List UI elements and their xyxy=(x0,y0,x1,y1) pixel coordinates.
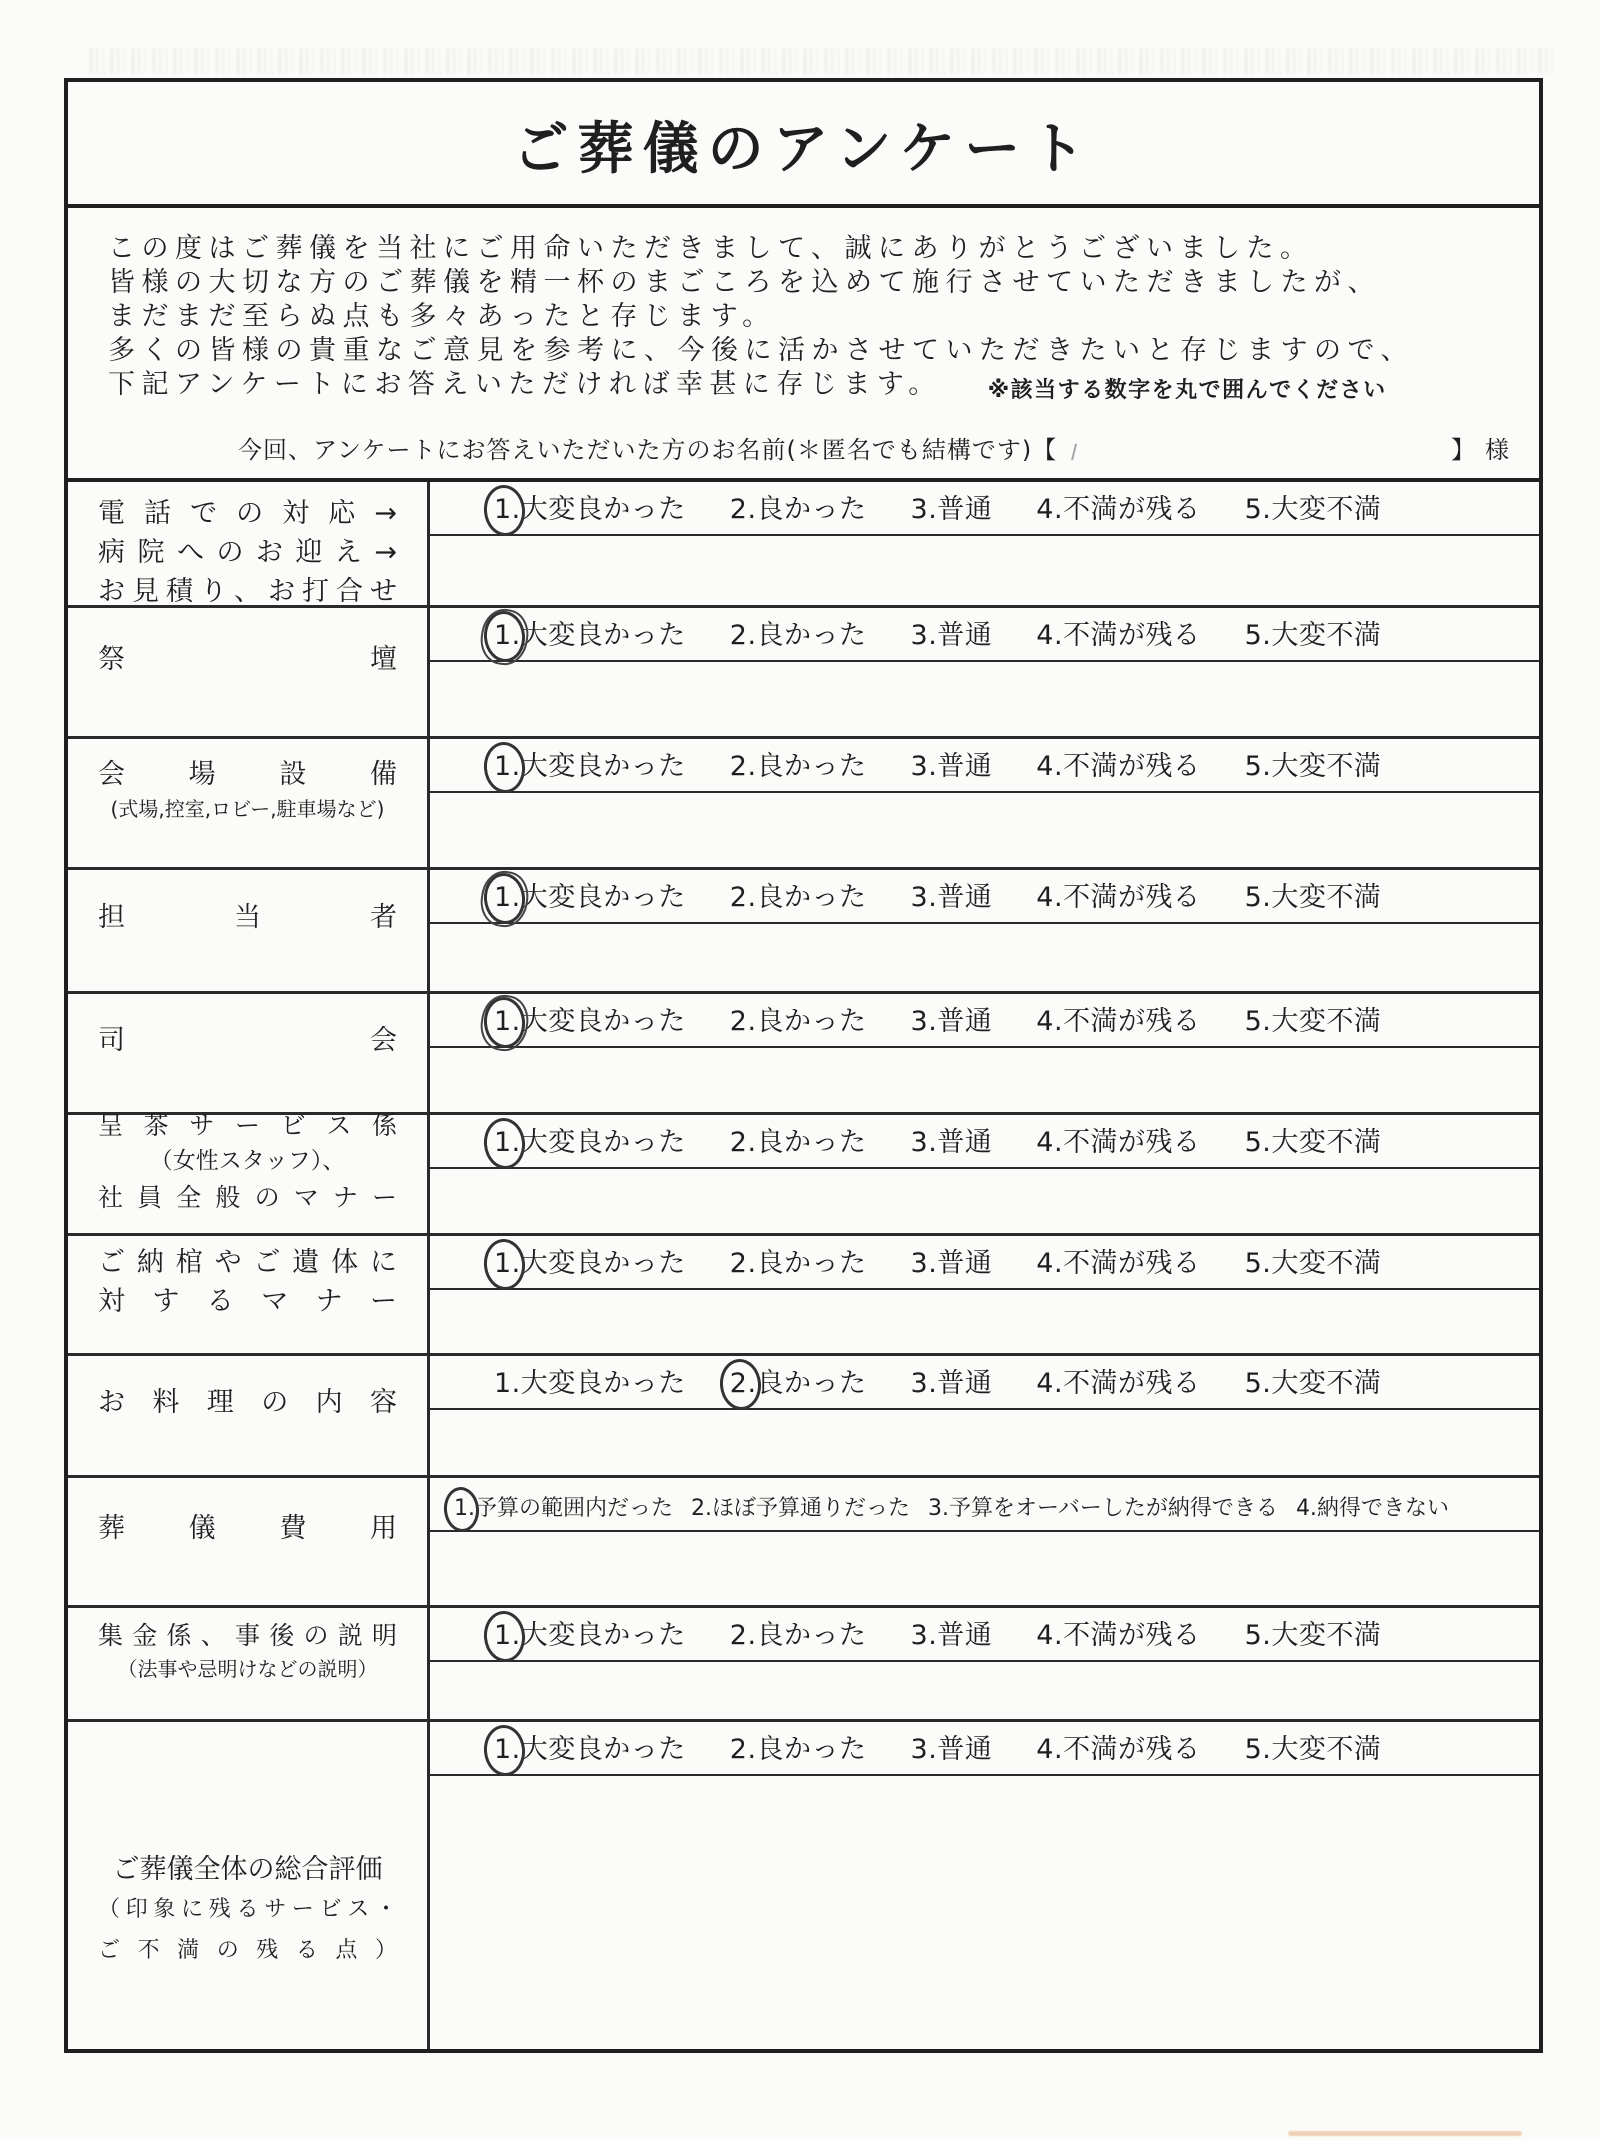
option-phone-greeting-estimate-1 xyxy=(494,487,686,526)
intro-section xyxy=(68,208,1539,482)
row-label-line: お料理の内容 xyxy=(98,1387,397,1418)
option-text: 不満が残る xyxy=(1063,882,1201,913)
intro-line: 多くの皆様の貴重なご意見を参考に、今後に活かさせていただきたいと存じますので、 xyxy=(108,335,1414,366)
name-line-label: 今回、アンケートにお答えいただいた方のお名前(＊匿名でも結構です)【 xyxy=(238,436,1058,464)
option-text: 良かった xyxy=(756,751,867,782)
option-number: 2. xyxy=(729,1734,757,1765)
handwritten-mark xyxy=(1071,444,1081,462)
option-meal-content-2 xyxy=(730,1361,867,1400)
form-frame xyxy=(64,78,1543,2053)
option-encoffining-manner-3 xyxy=(911,1241,993,1280)
options-line xyxy=(430,1478,1539,1532)
option-text: 大変不満 xyxy=(1271,1127,1382,1158)
options-line xyxy=(430,482,1539,536)
option-text: 良かった xyxy=(756,1006,867,1037)
option-mc-5 xyxy=(1245,999,1382,1038)
option-number: 2. xyxy=(729,882,757,913)
survey-row-encoffining-manner xyxy=(68,1233,1539,1353)
row-options-cell xyxy=(430,1236,1539,1353)
option-encoffining-manner-5 xyxy=(1245,1241,1382,1280)
option-text: 予算の範囲内だった xyxy=(475,1496,674,1521)
option-altar-5 xyxy=(1245,613,1382,652)
option-text: 不満が残る xyxy=(1063,751,1201,782)
option-text: 大変良かった xyxy=(520,494,686,525)
row-label-line: 呈茶サービス係 xyxy=(98,1110,397,1140)
option-text: 大変良かった xyxy=(520,1368,686,1399)
option-text: 不満が残る xyxy=(1063,1006,1201,1037)
option-number: 2. xyxy=(729,494,757,525)
row-label-line: 祭壇 xyxy=(98,643,397,675)
option-number: 2. xyxy=(729,751,757,782)
option-number: 4. xyxy=(1036,1006,1064,1037)
option-phone-greeting-estimate-3 xyxy=(911,487,993,526)
option-tea-service-staff-3 xyxy=(911,1120,993,1159)
option-mc-3 xyxy=(911,999,993,1038)
option-number: 5. xyxy=(1244,1368,1272,1399)
option-overall-evaluation-1 xyxy=(494,1727,686,1766)
option-number: 2. xyxy=(729,620,757,651)
option-text: 大変良かった xyxy=(520,751,686,782)
option-person-in-charge-5 xyxy=(1245,875,1382,914)
respondent-name-line xyxy=(108,430,1519,465)
row-options-cell xyxy=(430,1608,1539,1719)
option-venue-facilities-1 xyxy=(494,744,686,783)
row-label xyxy=(68,1236,430,1353)
title-box xyxy=(68,82,1539,208)
option-venue-facilities-2 xyxy=(730,744,867,783)
option-number: 4. xyxy=(1295,1496,1317,1521)
option-text: 不満が残る xyxy=(1063,1368,1201,1399)
option-text: 普通 xyxy=(937,1006,993,1037)
survey-row-tea-service-staff xyxy=(68,1112,1539,1233)
option-text: 良かった xyxy=(756,1127,867,1158)
option-collection-aftercare-4 xyxy=(1036,1613,1200,1652)
option-text: 不満が残る xyxy=(1063,1248,1201,1279)
intro-line: この度はご葬儀を当社にご用命いただきまして、誠にありがとうございました。 xyxy=(108,233,1314,264)
row-label-line: 担当者 xyxy=(98,902,397,933)
option-altar-2 xyxy=(730,613,867,652)
option-text: 不満が残る xyxy=(1063,1620,1201,1651)
option-text: 不満が残る xyxy=(1063,1734,1201,1765)
option-phone-greeting-estimate-4 xyxy=(1036,487,1200,526)
row-options-cell xyxy=(430,1722,1539,2049)
option-number: 4. xyxy=(1036,751,1064,782)
row-label-line: (式場,控室,ロビー,駐車場など) xyxy=(110,797,385,821)
row-label xyxy=(68,994,430,1112)
option-overall-evaluation-5 xyxy=(1245,1727,1382,1766)
option-phone-greeting-estimate-5 xyxy=(1245,487,1382,526)
option-venue-facilities-3 xyxy=(911,744,993,783)
option-encoffining-manner-4 xyxy=(1036,1241,1200,1280)
option-text: 普通 xyxy=(937,751,993,782)
option-text: 普通 xyxy=(937,494,993,525)
option-text: 良かった xyxy=(756,620,867,651)
option-text: ほぼ予算通りだった xyxy=(712,1496,911,1521)
option-collection-aftercare-5 xyxy=(1245,1613,1382,1652)
option-text: 良かった xyxy=(756,1734,867,1765)
option-meal-content-3 xyxy=(911,1361,993,1400)
option-tea-service-staff-1 xyxy=(494,1120,686,1159)
option-number: 4. xyxy=(1036,882,1064,913)
answer-circle: 1. xyxy=(494,1734,521,1765)
row-options-cell xyxy=(430,1356,1539,1475)
option-funeral-cost-4 xyxy=(1296,1491,1449,1522)
option-number: 3. xyxy=(910,1006,938,1037)
option-mc-4 xyxy=(1036,999,1200,1038)
option-meal-content-5 xyxy=(1245,1361,1382,1400)
row-label xyxy=(68,1110,430,1233)
option-text: 大変不満 xyxy=(1271,751,1382,782)
intro-line: まだまだ至らぬ点も多々あったと存じます。 xyxy=(108,301,776,332)
option-text: 納得できない xyxy=(1316,1496,1449,1521)
answer-circle: 1. xyxy=(494,494,521,525)
row-label xyxy=(68,739,430,867)
option-number: 3. xyxy=(910,620,938,651)
row-label xyxy=(68,1478,430,1605)
option-text: 普通 xyxy=(937,1248,993,1279)
option-text: 大変不満 xyxy=(1271,494,1382,525)
option-text: 普通 xyxy=(937,882,993,913)
answer-circle: 1. xyxy=(494,751,521,782)
option-overall-evaluation-2 xyxy=(730,1727,867,1766)
option-number: 4. xyxy=(1036,1127,1064,1158)
option-number: 4. xyxy=(1036,620,1064,651)
survey-row-altar xyxy=(68,605,1539,736)
row-label-line: ご葬儀全体の総合評価 xyxy=(112,1854,383,1885)
option-number: 5. xyxy=(1244,1248,1272,1279)
option-text: 不満が残る xyxy=(1063,494,1201,525)
option-mc-2 xyxy=(730,999,867,1038)
row-options-cell xyxy=(430,608,1539,736)
option-number: 3. xyxy=(910,882,938,913)
option-phone-greeting-estimate-2 xyxy=(730,487,867,526)
option-person-in-charge-2 xyxy=(730,875,867,914)
answer-circle: 1. xyxy=(494,1620,521,1651)
row-label xyxy=(68,608,430,736)
survey-row-collection-aftercare xyxy=(68,1605,1539,1719)
option-text: 良かった xyxy=(756,1368,867,1399)
row-label-line: ご不満の残る点） xyxy=(98,1938,397,1963)
option-overall-evaluation-4 xyxy=(1036,1727,1200,1766)
option-number: 3. xyxy=(910,494,938,525)
intro-line-last xyxy=(108,368,1519,404)
option-person-in-charge-3 xyxy=(911,875,993,914)
option-text: 普通 xyxy=(937,1127,993,1158)
option-number: 5. xyxy=(1244,1734,1272,1765)
option-text: 不満が残る xyxy=(1063,1127,1201,1158)
answer-circle: 1. xyxy=(494,1006,521,1037)
option-collection-aftercare-1 xyxy=(494,1613,686,1652)
row-label-line: 集金係、事後の説明 xyxy=(98,1620,397,1650)
row-label xyxy=(68,1722,430,2049)
option-number: 3. xyxy=(910,1127,938,1158)
option-text: 大変不満 xyxy=(1271,1734,1382,1765)
options-line xyxy=(430,608,1539,662)
option-person-in-charge-4 xyxy=(1036,875,1200,914)
option-number: 2. xyxy=(729,1006,757,1037)
option-text: 大変良かった xyxy=(520,882,686,913)
option-encoffining-manner-2 xyxy=(730,1241,867,1280)
option-text: 大変不満 xyxy=(1271,1620,1382,1651)
answer-circle: 1. xyxy=(494,882,521,913)
option-text: 普通 xyxy=(937,1734,993,1765)
option-text: 普通 xyxy=(937,1368,993,1399)
options-line xyxy=(430,870,1539,924)
option-number: 3. xyxy=(928,1496,950,1521)
option-meal-content-4 xyxy=(1036,1361,1200,1400)
options-line xyxy=(430,1236,1539,1290)
answer-circle: 1. xyxy=(454,1496,475,1521)
row-label-line: 社員全般のマナー xyxy=(98,1182,397,1212)
option-tea-service-staff-2 xyxy=(730,1120,867,1159)
options-line xyxy=(430,1356,1539,1410)
options-line xyxy=(430,1608,1539,1662)
option-number: 5. xyxy=(1244,1006,1272,1037)
option-number: 5. xyxy=(1244,494,1272,525)
option-tea-service-staff-4 xyxy=(1036,1120,1200,1159)
row-label-line: お見積り、お打合せ xyxy=(98,576,397,607)
survey-row-funeral-cost xyxy=(68,1475,1539,1605)
answer-circle: 1. xyxy=(494,1127,521,1158)
intro-line: 皆様の大切な方のご葬儀を精一杯のまごころを込めて施行させていただきましたが、 xyxy=(108,267,1381,298)
form-title: ご葬儀のアンケート xyxy=(512,117,1095,182)
row-options-cell xyxy=(430,994,1539,1112)
option-text: 大変良かった xyxy=(520,1127,686,1158)
row-options-cell xyxy=(430,739,1539,867)
survey-row-venue-facilities xyxy=(68,736,1539,867)
option-text: 大変不満 xyxy=(1271,882,1382,913)
row-label-line: 病院へのお迎え→ xyxy=(98,537,397,568)
option-number: 4. xyxy=(1036,1368,1064,1399)
option-altar-3 xyxy=(911,613,993,652)
survey-row-person-in-charge xyxy=(68,867,1539,991)
survey-row-phone-greeting-estimate xyxy=(68,482,1539,605)
option-funeral-cost-1 xyxy=(454,1491,673,1522)
option-text: 予算をオーバーしたが納得できる xyxy=(949,1496,1278,1521)
option-venue-facilities-4 xyxy=(1036,744,1200,783)
option-text: 大変良かった xyxy=(520,620,686,651)
option-number: 4. xyxy=(1036,1734,1064,1765)
option-mc-1 xyxy=(494,999,686,1038)
option-text: 普通 xyxy=(937,620,993,651)
row-options-cell xyxy=(430,1478,1539,1605)
option-number: 1. xyxy=(494,1368,521,1399)
option-number: 4. xyxy=(1036,494,1064,525)
option-text: 大変不満 xyxy=(1271,620,1382,651)
option-venue-facilities-5 xyxy=(1245,744,1382,783)
option-number: 2. xyxy=(729,1127,757,1158)
option-number: 3. xyxy=(910,1620,938,1651)
option-text: 良かった xyxy=(756,494,867,525)
option-text: 良かった xyxy=(756,1620,867,1651)
option-number: 3. xyxy=(910,1734,938,1765)
option-collection-aftercare-2 xyxy=(730,1613,867,1652)
row-label-line: 電話での対応→ xyxy=(98,498,397,529)
option-person-in-charge-1 xyxy=(494,875,686,914)
row-label-line: （法事や忌明けなどの説明） xyxy=(117,1656,378,1681)
scan-artifact-strip xyxy=(1288,2131,1522,2136)
option-number: 2. xyxy=(729,1248,757,1279)
options-line xyxy=(430,994,1539,1048)
option-number: 5. xyxy=(1244,1620,1272,1651)
row-options-cell xyxy=(430,870,1539,991)
row-label xyxy=(68,1356,430,1475)
survey-table xyxy=(68,482,1539,2049)
answer-circle: 1. xyxy=(494,1248,521,1279)
answer-circle: 1. xyxy=(494,620,521,651)
options-line xyxy=(430,1115,1539,1169)
row-label-line: （印象に残るサービス・ xyxy=(98,1897,397,1922)
row-label xyxy=(68,870,430,991)
option-funeral-cost-3 xyxy=(928,1491,1278,1522)
bleed-through-artifact xyxy=(90,48,1555,74)
row-label-line: 対するマナー xyxy=(98,1285,397,1317)
option-text: 良かった xyxy=(756,1248,867,1279)
option-number: 4. xyxy=(1036,1248,1064,1279)
row-label-line: 司会 xyxy=(98,1024,397,1056)
option-text: 普通 xyxy=(937,1620,993,1651)
row-label-line: 会場設備 xyxy=(98,759,397,790)
option-number: 4. xyxy=(1036,1620,1064,1651)
option-text: 大変不満 xyxy=(1271,1248,1382,1279)
option-altar-4 xyxy=(1036,613,1200,652)
option-number: 3. xyxy=(910,1368,938,1399)
option-number: 2. xyxy=(691,1496,713,1521)
row-label xyxy=(68,1608,430,1719)
option-text: 良かった xyxy=(756,882,867,913)
option-text: 大変良かった xyxy=(520,1734,686,1765)
survey-row-mc xyxy=(68,991,1539,1112)
row-label-line: （女性スタッフ）、 xyxy=(149,1147,346,1174)
option-number: 5. xyxy=(1244,1127,1272,1158)
option-text: 不満が残る xyxy=(1063,620,1201,651)
options-line xyxy=(430,739,1539,793)
option-number: 5. xyxy=(1244,882,1272,913)
option-text: 大変不満 xyxy=(1271,1006,1382,1037)
survey-row-meal-content xyxy=(68,1353,1539,1475)
name-line-close: 】様 xyxy=(1451,436,1519,464)
option-altar-1 xyxy=(494,613,686,652)
survey-row-overall-evaluation xyxy=(68,1719,1539,2049)
option-number: 2. xyxy=(729,1620,757,1651)
option-text: 大変良かった xyxy=(520,1006,686,1037)
option-text: 大変不満 xyxy=(1271,1368,1382,1399)
option-encoffining-manner-1 xyxy=(494,1241,686,1280)
row-label-line: 葬儀費用 xyxy=(98,1513,397,1544)
option-number: 3. xyxy=(910,751,938,782)
option-funeral-cost-2 xyxy=(691,1491,910,1522)
option-overall-evaluation-3 xyxy=(911,1727,993,1766)
row-options-cell xyxy=(430,1115,1539,1233)
option-meal-content-1 xyxy=(494,1361,686,1400)
option-number: 3. xyxy=(910,1248,938,1279)
intro-line: 下記アンケートにお答えいただければ幸甚に存じます。 xyxy=(108,369,942,400)
row-label-line: ご納棺やご遺体に xyxy=(98,1246,397,1278)
circle-instruction-note: ※該当する数字を丸で囲んでください xyxy=(987,378,1387,403)
option-number: 5. xyxy=(1244,620,1272,651)
option-tea-service-staff-5 xyxy=(1245,1120,1382,1159)
option-text: 大変良かった xyxy=(520,1248,686,1279)
answer-circle: 2. xyxy=(729,1368,757,1399)
options-line xyxy=(430,1722,1539,1776)
option-number: 5. xyxy=(1244,751,1272,782)
option-collection-aftercare-3 xyxy=(911,1613,993,1652)
row-label xyxy=(68,482,430,605)
row-options-cell xyxy=(430,482,1539,605)
option-text: 大変良かった xyxy=(520,1620,686,1651)
